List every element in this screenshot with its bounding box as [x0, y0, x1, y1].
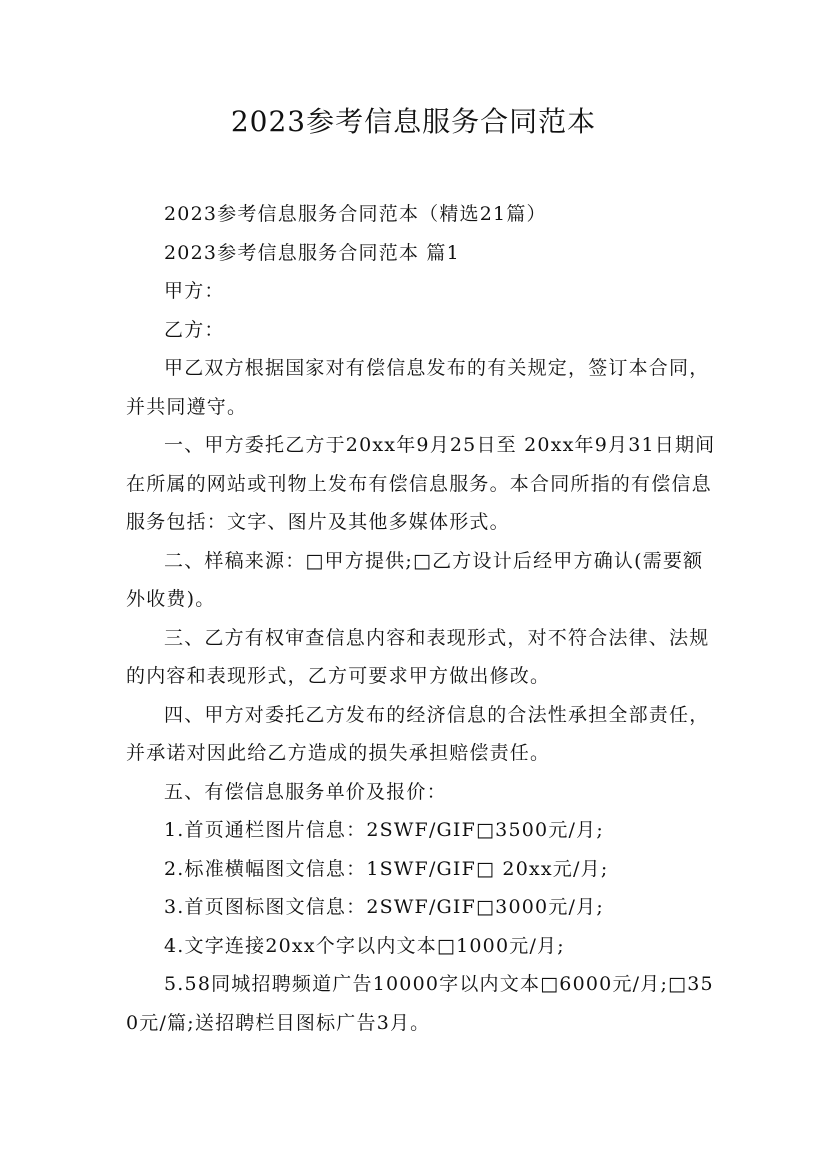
paragraph-clause-2: 二、样稿来源：□甲方提供;□乙方设计后经甲方确认(需要额外收费)。 [126, 549, 704, 610]
paragraph-clause-4: 四、甲方对委托乙方发布的经济信息的合法性承担全部责任，并承诺对因此给乙方造成的损失承担赔偿责任。 [126, 703, 710, 764]
paragraph-party-a: 甲方： [164, 280, 225, 302]
paragraph-clause-3: 三、乙方有权审查信息内容和表现形式，对不符合法律、法规的内容和表现形式，乙方可要求甲方做出修改。 [126, 626, 710, 687]
paragraph-clause-5: 五、有偿信息服务单价及报价： [164, 780, 447, 803]
document-title: 2023参考信息服务合同范本 [230, 105, 597, 138]
paragraph-party-b: 乙方： [164, 318, 225, 341]
price-item-5: 5.58同城招聘频道广告10000字以内文本□6000元/月;□350元/篇;送招聘栏目图标广告3月。 [126, 973, 714, 1034]
document-body [126, 195, 716, 1042]
paragraph-heading: 2023参考信息服务合同范本（精选21篇） [164, 203, 547, 225]
paragraph-section-title: 2023参考信息服务合同范本 篇1 [164, 241, 460, 264]
price-item-4: 4.文字连接20xx个字以内文本□1000元/月; [164, 934, 565, 957]
price-item-3: 3.首页图标图文信息：2SWF/GIF□3000元/月; [164, 896, 604, 918]
price-item-2: 2.标准横幅图文信息：1SWF/GIF□ 20xx元/月; [164, 857, 609, 880]
paragraph-clause-1: 一、甲方委托乙方于20xx年9月25日至 20xx年9月31日期间在所属的网站或刊物上发布有偿信息服务。本合同所指的有偿信息服务包括：文字、图片及其他多媒体形式。 [126, 434, 716, 533]
paragraph-preamble: 甲乙双方根据国家对有偿信息发布的有关规定，签订本合同，并共同遵守。 [126, 357, 710, 418]
price-item-1: 1.首页通栏图片信息：2SWF/GIF□3500元/月; [164, 819, 604, 841]
